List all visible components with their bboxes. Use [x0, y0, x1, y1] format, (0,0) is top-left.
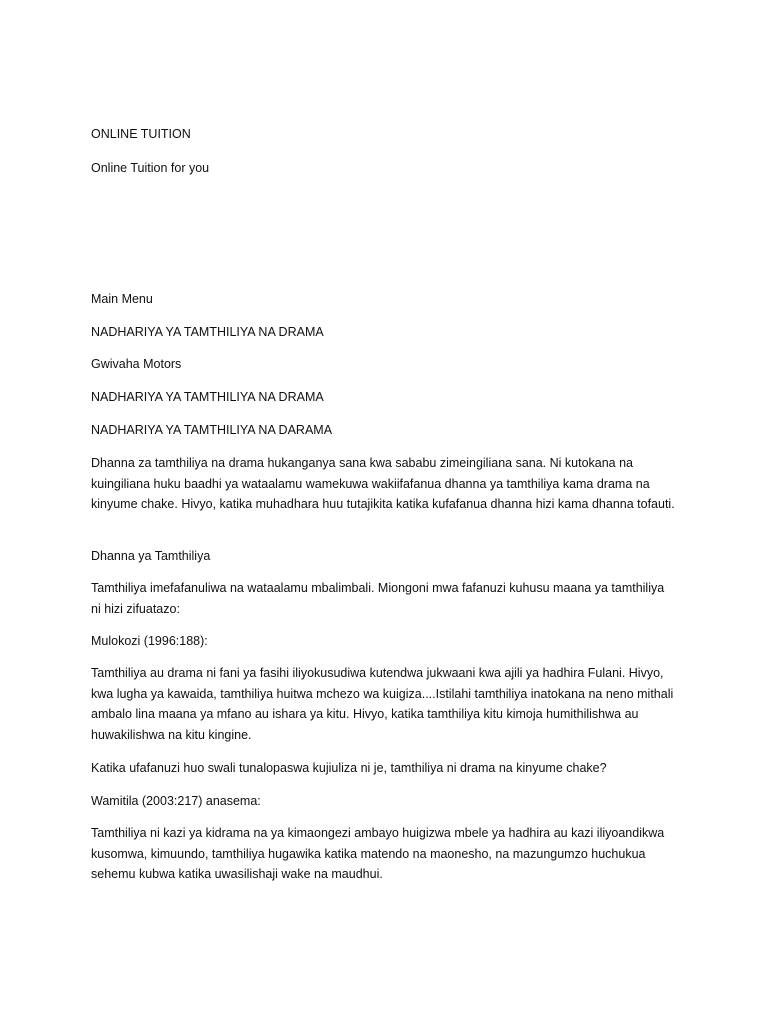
main-menu-link[interactable]: Main Menu [91, 292, 153, 306]
paragraph-definitions: Tamthiliya imefafanuliwa na wataalamu mbalimbali. Miongoni mwa fafanuzi kuhusu maana ya tamthiliya ni hizi zifuatazo: [91, 581, 665, 616]
site-title: ONLINE TUITION [91, 127, 191, 141]
paragraph-intro: Dhanna za tamthiliya na drama hukanganya sana kwa sababu zimeingiliana sana. Ni kutokana na kuingiliana huku baadhi ya wataalamu wamekuwa wakiifafanua dhanna ya tamthiliya kama drama na kinyume chake. Hivyo, katika muhadhara huu tutajikita katika kufafanua dhanna hizi kama dhanna tofauti. [91, 456, 675, 511]
citation-wamitila: Wamitila (2003:217) anasema: [91, 794, 261, 808]
paragraph-mulokozi: Tamthiliya au drama ni fani ya fasihi iliyokusudiwa kutendwa jukwaani kwa ajili ya hadhira Fulani. Hivyo, kwa lugha ya kawaida, tamthiliya huitwa mchezo wa kuigiza....Istilahi tamthiliya inatokana na neno mithali ambalo lina maana ya mfano au ishara ya kitu. Hivyo, katika tamthiliya kitu kimoja humithilishwa au huwakilishwa na kitu kingine. [91, 666, 674, 742]
post-heading: NADHARIYA YA TAMTHILIYA NA DARAMA [91, 423, 333, 437]
subheading-dhanna: Dhanna ya Tamthiliya [91, 549, 211, 563]
paragraph-question: Katika ufafanuzi huo swali tunalopaswa kujiuliza ni je, tamthiliya ni drama na kinyume chake? [91, 761, 607, 775]
post-title: NADHARIYA YA TAMTHILIYA NA DRAMA [91, 325, 324, 339]
site-tagline: Online Tuition for you [91, 161, 210, 175]
post-title-repeat: NADHARIYA YA TAMTHILIYA NA DRAMA [91, 390, 324, 404]
post-author: Gwivaha Motors [91, 357, 182, 371]
citation-mulokozi: Mulokozi (1996:188): [91, 634, 208, 648]
paragraph-wamitila: Tamthiliya ni kazi ya kidrama na ya kimaongezi ambayo huigizwa mbele ya hadhira au kazi iliyoandikwa kusomwa, kimuundo, tamthiliya hugawika katika matendo na maonesho, na mazungumzo huchukua sehemu kubwa katika uwasilishaji wake na maudhui. [91, 826, 665, 881]
